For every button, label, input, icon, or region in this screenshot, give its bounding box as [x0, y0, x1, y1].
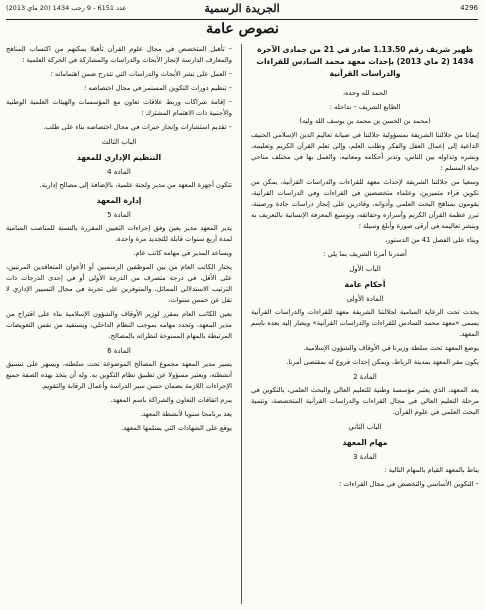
- legal-basis: وبناء على الفصل 41 من الدستور،: [385, 236, 479, 244]
- article-2-text: يعد المعهد، الذي يعتبر مؤسسة وطنية للتعليم العالي والبحث العلمي، بالتكوين في مرحلة التعليم العالي في مجال القراءات والدراسات القرآنية المتخصصة، وتنمية البحث العلمي في علوم القرآن.: [251, 386, 479, 416]
- article-6-heading: المادة 6: [107, 347, 131, 355]
- mission-item-4: – تنظيم دورات التكوين المستمر في مجال اختصاصه ؛: [84, 84, 232, 92]
- right-column: [251, 44, 479, 606]
- page-header: [6, 2, 478, 18]
- article-5-heading: المادة 5: [107, 211, 131, 219]
- praise-line: الحمد لله وحده،: [342, 89, 388, 97]
- header-rule: [6, 19, 478, 20]
- article-6-text-3: يعد برنامجا سنويا لأنشطة المعهد.: [140, 410, 232, 418]
- mission-item-3: – العمل على نشر الأبحاث والدراسات التي تندرج ضمن اهتماماته ؛: [50, 70, 232, 78]
- article-6-text-4: يوقع على الشهادات التي يسلمها المعهد.: [121, 424, 232, 432]
- article-4-text: تتكون أجهزة المعهد من مدير ولجنة علمية، بالإضافة إلى مصالح إدارية.: [39, 181, 232, 189]
- missions-heading: مهام المعهد: [342, 438, 388, 447]
- issue-info: عدد 6151 - 9 رجب 1434 (20 ماي 2013): [6, 4, 127, 12]
- article-3-heading: المادة 3: [353, 453, 377, 461]
- article-4-heading: المادة 4: [107, 168, 131, 176]
- article-5-text-2: ويساعد المدير في مهامه كاتب عام.: [133, 249, 232, 257]
- article-2-heading: المادة 2: [353, 373, 377, 381]
- book-2-heading: الباب الثاني: [348, 423, 382, 431]
- article-1-heading: المادة الأولى: [346, 295, 384, 303]
- mission-item-2: – تأهيل المتخصص في مجال علوم القرآن تأهيلا يمكنهم من اكتساب المناهج والمعارف الدارسة لإنجاز الأبحاث والدراسات والمشاركة في الحركة العلمية ؛: [6, 45, 232, 64]
- article-6-text: يسير مدير المعهد مجموع المصالح الموضوعة تحت سلطته، ويسهر على تنسيق أنشطته، ويعتبر مسؤولا عن تطبيق نظام التكوين به. وله أن يتخذ بهذه الصفة جميع الإجراءات اللازمة بضمان حسن سير الدراسة وأعمال الرقابة والتقويم.: [6, 360, 232, 390]
- decree-line: أصدرنا أمرنا الشريف بما يلي :: [323, 250, 407, 258]
- book-3-heading: الباب الثالث: [101, 138, 137, 146]
- journal-title: الجريدة الرسمية: [204, 2, 280, 15]
- article-5-text: يدير المعهد مدير يعين وفق إجراءات التعيين المقررة بالنسبة للمناصب السامية لمدة أربع سنوات قابلة للتجديد مرة واحدة.: [6, 224, 232, 243]
- article-5-text-4: يعين الكاتب العام بمقرر لوزير الأوقاف والشؤون الإسلامية بناء على اقتراح من مدير المعهد، وتحدد مهامه بموجب النظام الداخلي، ويستفيد من نفس التعويضات المرتبطة بالمهام الممنوحة لنظرائه بالمصالح.: [6, 310, 232, 340]
- article-3-item-1: – التكوين الأساسي والتخصص في مجال القراءات ؛: [339, 480, 479, 488]
- section-title: نصوص عامة: [206, 21, 279, 37]
- article-3-intro: يناط بالمعهد القيام بالمهام التالية :: [384, 466, 479, 474]
- article-6-text-2: يبرم اتفاقات التعاون والشراكة باسم المعهد.: [110, 396, 232, 404]
- seal-text: (محمد بن الحسن بن محمد بن يوسف الله وليه): [299, 117, 431, 125]
- preamble-paragraph-2: وسعيا من جلالتنا الشريفة لإحداث معهد للقراءات والدراسات القرآنية، يمكن من تكوين قراء متميزين، وعلماء متخصصين في القراءات وفي الدراسات القرآنية، يقومون بمناهج البحث العلمي وأدواته، وقادرين على إنجاز دراسات جادة ورصينة، تبرز عظمة القرآن الكريم وأسراره وحقائقه، وتوسيع المعرفة الإنسانية بالتعريف به وبنشر تعاليمه في أرقى صورة وأبلغ وسيلة ؛: [251, 178, 479, 230]
- article-1-text-2: يوضع المعهد تحت سلطة وزيرنا في الأوقاف والشؤون الإسلامية.: [303, 344, 479, 352]
- page-number: 4296: [460, 4, 478, 12]
- dahir-title: ظهير شريف رقم 1.13.50 صادر في 21 من جمادى الآخرة 1434 (2 ماي 2013) بإحداث معهد محمد السادس للقراءات والدراسات القرآنية: [256, 45, 474, 78]
- article-1-text: يحدث تحت الرعاية السامية لجلالتنا الشريفة معهد للقراءات والدراسات القرآنية يسمى «معهد محمد السادس للقراءات والدراسات القرآنية» ويشار إليه بعده باسم المعهد.: [251, 308, 479, 338]
- column-divider: [241, 44, 242, 604]
- mission-item-6: – تقديم استشارات وإنجاز خبرات في مجال اختصاصه بناء على طلب.: [43, 123, 232, 131]
- book-1-heading: الباب الأول: [349, 265, 381, 273]
- seal-label: الطابع الشريف – بداخله :: [329, 103, 401, 111]
- admin-org-heading: التنظيم الإداري للمعهد: [76, 153, 162, 162]
- mission-item-5: – إقامة شراكات وربط علاقات تعاون مع المؤسسات والهيئات العلمية الوطنية والأجنبية ذات الاهتمام المشترك ؛: [6, 98, 232, 117]
- article-5-text-3: يختار الكاتب العام من بين الموظفين الرسميين أو الأعوان المتعاقدين المرتبين، على الأقل، في درجة متصرف من الدرجة الأولى أو في إحدى الدرجات ذات الترتيب الاستدلالي المماثل، والمتوفرين على تجربة في مجال التسيير الإداري لا تقل عن خمس سنوات.: [6, 263, 232, 304]
- left-column: [6, 44, 232, 606]
- article-1-text-3: يكون مقر المعهد بمدينة الرباط، ويمكن إحداث فروع له بمقتضى أمرنا.: [286, 358, 479, 366]
- general-provisions-heading: أحكام عامة: [344, 280, 386, 289]
- management-heading: إدارة المعهد: [96, 196, 142, 205]
- preamble-paragraph-1: إيمانا من جلالتنا الشريفة بمسؤولية جلالتنا في صيانة تعاليم الدين الإسلامي الحنيف الداعية إلى إعمال العقل والفكر وطلب العلم، وإلى تعلم القرآن الكريم وتعليمه، ونشره وتداوله بين الناس، وتدبر أحكامه ومعانيه، والعمل بها في مختلف مناحي حياة المسلم ؛: [251, 131, 479, 172]
